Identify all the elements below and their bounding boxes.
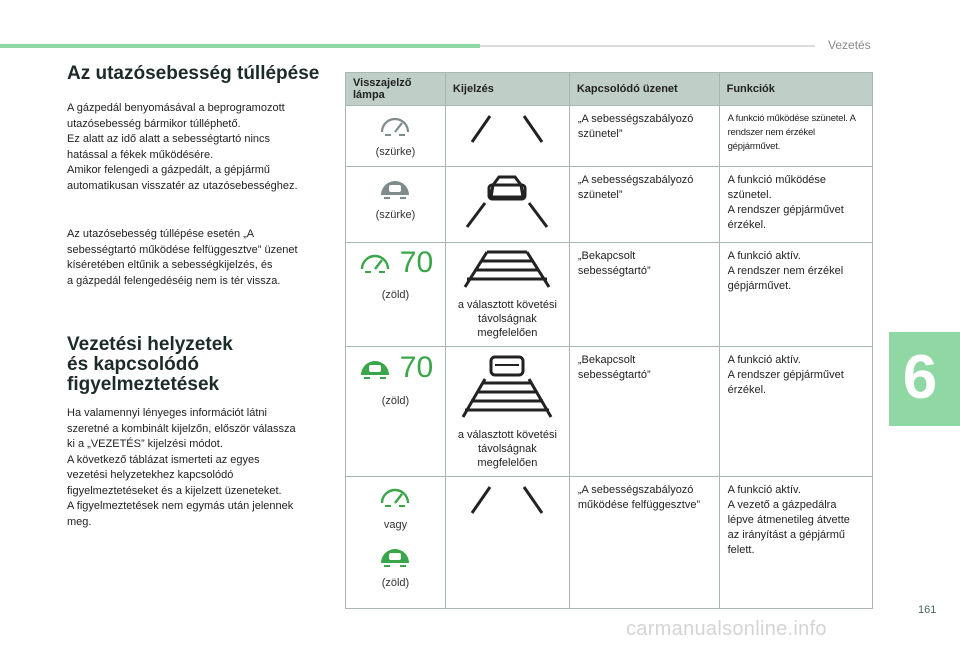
message-cell: „A sebességszabályozó szünetel” bbox=[569, 167, 719, 243]
paragraph-driving: Ha valamennyi lényeges információt látni szeretné a kombinált kijelzőn, először válassza ki a „VEZETÉS” kijelzési módot. A következő táblázat ismerteti az egyes vezetési helyzetekhez kapcsolódó figyelmeztetéseket és a kijelzett üzeneteket. A figyelmeztetések nem egymás után jelennek meg. bbox=[67, 407, 296, 528]
lane-lines-icon bbox=[462, 483, 552, 517]
lamp-caption: (zöld) bbox=[381, 395, 410, 407]
speedometer-car-icon bbox=[378, 541, 412, 569]
display-cell bbox=[445, 477, 569, 609]
function-cell: A funkció aktív. A vezető a gázpedálra lépve átmenetileg átvette az irányítást a gépjármű felett. bbox=[719, 477, 872, 609]
lamp-cell bbox=[346, 106, 446, 167]
chapter-tab bbox=[889, 332, 960, 426]
table-row bbox=[346, 477, 873, 609]
top-accent-bar bbox=[0, 44, 480, 48]
speedometer-car-icon bbox=[378, 173, 412, 201]
display-cell bbox=[445, 347, 569, 477]
message-cell: „Bekapcsolt sebességtartó” bbox=[569, 347, 719, 477]
lamp-caption: (zöld) bbox=[381, 289, 410, 301]
display-cell bbox=[445, 243, 569, 347]
speedometer-car-icon bbox=[358, 353, 392, 381]
table-row bbox=[346, 347, 873, 477]
function-cell: A funkció működése szünetel. A rendszer nem érzékel gépjárművet. bbox=[719, 106, 872, 167]
top-divider bbox=[480, 45, 815, 47]
header-message: Kapcsolódó üzenet bbox=[569, 73, 719, 106]
lamp-caption: (zöld) bbox=[381, 577, 410, 589]
page-number: 161 bbox=[918, 604, 937, 616]
speedometer-outline-icon bbox=[358, 249, 392, 275]
table-header-row bbox=[346, 73, 873, 106]
display-caption: a választott követési távolságnak megfelelően bbox=[457, 299, 557, 339]
section-label: Vezetés bbox=[828, 38, 871, 52]
speed-value: 70 bbox=[399, 245, 434, 279]
message-cell: „A sebességszabályozó működése felfüggesztve” bbox=[569, 477, 719, 609]
table-row bbox=[346, 167, 873, 243]
display-cell bbox=[445, 167, 569, 243]
lamp-cell bbox=[346, 243, 446, 347]
paragraph-overspeed: A gázpedál benyomásával a beprogramozott utazósebesség bármikor túlléphető. Ez alatt az idő alatt a sebességtartó nincs hatással a fékek működésére. Amikor felengedi a gázpedált, a gépjármű automatikusan visszatér az utazósebességhez. bbox=[67, 102, 298, 192]
lamp-cell bbox=[346, 347, 446, 477]
header-lamp: Visszajelző lámpa bbox=[346, 73, 446, 106]
watermark: carmanualsonline.info bbox=[626, 618, 827, 640]
lamp-caption: (szürke) bbox=[375, 146, 416, 158]
lane-lines-icon bbox=[462, 112, 552, 146]
lamp-cell bbox=[346, 167, 446, 243]
lamp-caption: (szürke) bbox=[375, 209, 416, 221]
speed-value: 70 bbox=[399, 350, 434, 384]
display-cell bbox=[445, 106, 569, 167]
lamp-cell bbox=[346, 477, 446, 609]
car-front-icon bbox=[459, 173, 555, 231]
section-title-overspeed: Az utazósebesség túllépése bbox=[67, 63, 320, 84]
header-display: Kijelzés bbox=[445, 73, 569, 106]
section-title-driving: Vezetési helyzetek és kapcsolódó figyelmeztetések bbox=[67, 334, 233, 395]
display-caption: a választott követési távolságnak megfelelően bbox=[457, 429, 557, 469]
message-cell: „A sebességszabályozó szünetel” bbox=[569, 106, 719, 167]
warning-table bbox=[345, 72, 873, 609]
speedometer-outline-icon bbox=[378, 112, 412, 138]
table-row bbox=[346, 243, 873, 347]
function-cell: A funkció aktív. A rendszer gépjárművet érzékel. bbox=[719, 347, 872, 477]
chapter-number: 6 bbox=[902, 343, 938, 412]
function-cell: A funkció aktív. A rendszer nem érzékel gépjárművet. bbox=[719, 243, 872, 347]
table-row bbox=[346, 106, 873, 167]
paragraph-overspeed-message: Az utazósebesség túllépése esetén „A sebességtartó működése felfüggesztve” üzenet kíséretében eltűnik a sebességkijelzés, és a gázpedál felengedéséig nem is tér vissza. bbox=[67, 228, 298, 287]
function-cell: A funkció működése szünetel. A rendszer gépjárművet érzékel. bbox=[719, 167, 872, 243]
car-distance-bars-icon bbox=[457, 353, 557, 419]
header-function: Funkciók bbox=[719, 73, 872, 106]
lamp-caption-or: vagy bbox=[383, 519, 408, 531]
distance-bars-icon bbox=[457, 249, 557, 289]
speedometer-outline-icon bbox=[378, 483, 412, 509]
message-cell: „Bekapcsolt sebességtartó” bbox=[569, 243, 719, 347]
